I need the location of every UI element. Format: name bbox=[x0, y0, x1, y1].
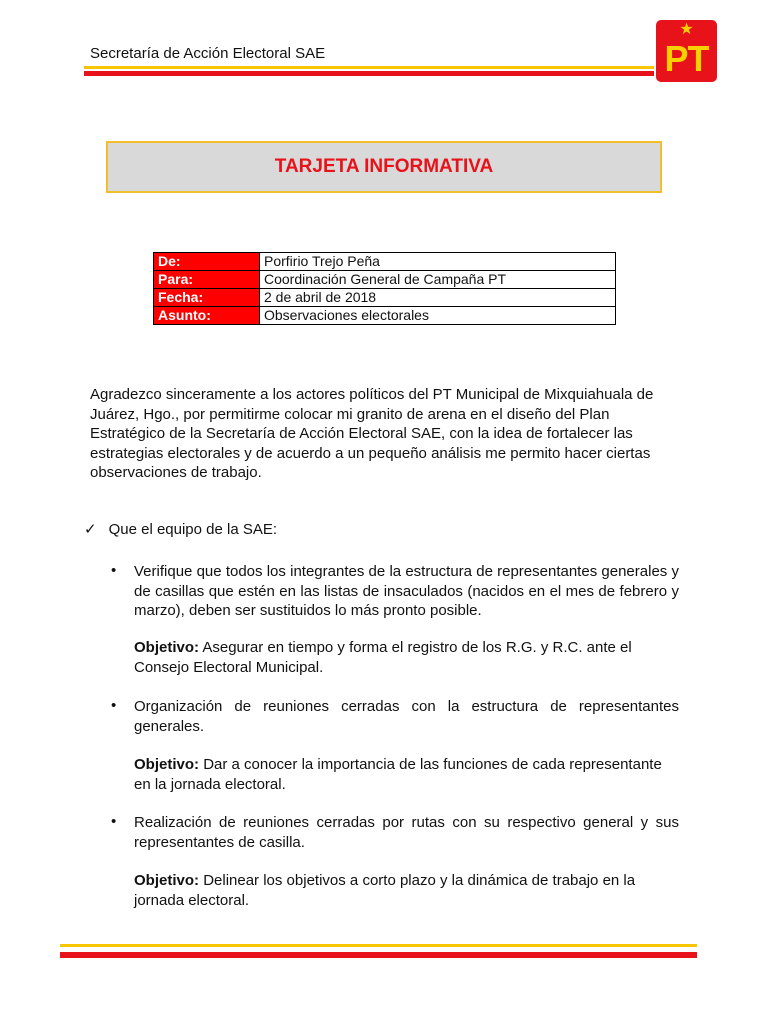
header-divider-yellow bbox=[84, 66, 654, 69]
list-item: Realización de reuniones cerradas por rutas con su respectivo general y sus representantes de casilla. bbox=[134, 814, 679, 851]
info-value: Coordinación General de Campaña PT bbox=[260, 271, 616, 289]
objective-text: Delinear los objetivos a corto plazo y la dinámica de trabajo en la jornada electoral. bbox=[134, 872, 636, 909]
list-item: Verifique que todos los integrantes de la estructura de representantes generales y de casillas que estén en las listas de insaculados (nacidos en el mes de febrero y marzo), deben ser sustituidos lo más pronto posible. bbox=[134, 563, 679, 619]
footer-divider-yellow bbox=[60, 944, 697, 947]
objective-label: Objetivo: bbox=[134, 639, 200, 656]
bullet-icon: • bbox=[111, 562, 117, 579]
objective-paragraph bbox=[134, 638, 679, 677]
bullet-icon: • bbox=[111, 697, 117, 714]
document-title: TARJETA INFORMATIVA bbox=[274, 156, 494, 177]
info-label: Para: bbox=[154, 271, 260, 289]
objective-text: Dar a conocer la importancia de las funciones de cada representante en la jornada electoral. bbox=[134, 756, 662, 793]
objective-label: Objetivo: bbox=[134, 756, 200, 773]
info-value: 2 de abril de 2018 bbox=[260, 289, 616, 307]
document-title-box bbox=[106, 141, 662, 193]
info-label: Fecha: bbox=[154, 289, 260, 307]
footer-divider-red bbox=[60, 952, 697, 958]
info-value: Porfirio Trejo Peña bbox=[260, 253, 616, 271]
info-label: Asunto: bbox=[154, 307, 260, 325]
info-value: Observaciones electorales bbox=[260, 307, 616, 325]
header-divider-red bbox=[84, 71, 654, 76]
star-icon: ★ bbox=[679, 21, 694, 38]
pt-logo bbox=[656, 20, 717, 82]
table-row bbox=[154, 307, 616, 325]
table-row bbox=[154, 289, 616, 307]
check-list-item bbox=[84, 520, 277, 538]
objective-text: Asegurar en tiempo y forma el registro de los R.G. y R.C. ante el Consejo Electoral Municipal. bbox=[134, 639, 632, 676]
info-table bbox=[153, 252, 616, 325]
list-item: Organización de reuniones cerradas con la estructura de representantes generales. bbox=[134, 698, 679, 735]
header-title: Secretaría de Acción Electoral SAE bbox=[90, 45, 326, 62]
table-row bbox=[154, 271, 616, 289]
logo-text: PT bbox=[664, 38, 709, 79]
objective-label: Objetivo: bbox=[134, 872, 200, 889]
intro-paragraph: Agradezco sinceramente a los actores políticos del PT Municipal de Mixquiahuala de Juárez, Hgo., por permitirme colocar mi granito de arena en el diseño del Plan Estratégico de la Secretaría de Acción Electoral SAE, con la idea de fortalecer las estrategias electorales y de acuerdo a un pequeño análisis me permito hacer ciertas observaciones de trabajo. bbox=[90, 386, 654, 481]
info-label: De: bbox=[154, 253, 260, 271]
table-row bbox=[154, 253, 616, 271]
objective-paragraph bbox=[134, 755, 679, 794]
objective-paragraph bbox=[134, 871, 679, 910]
bullet-icon: • bbox=[111, 813, 117, 830]
checkmark-icon: ✓ bbox=[84, 521, 97, 538]
check-list-text: Que el equipo de la SAE: bbox=[108, 521, 278, 538]
